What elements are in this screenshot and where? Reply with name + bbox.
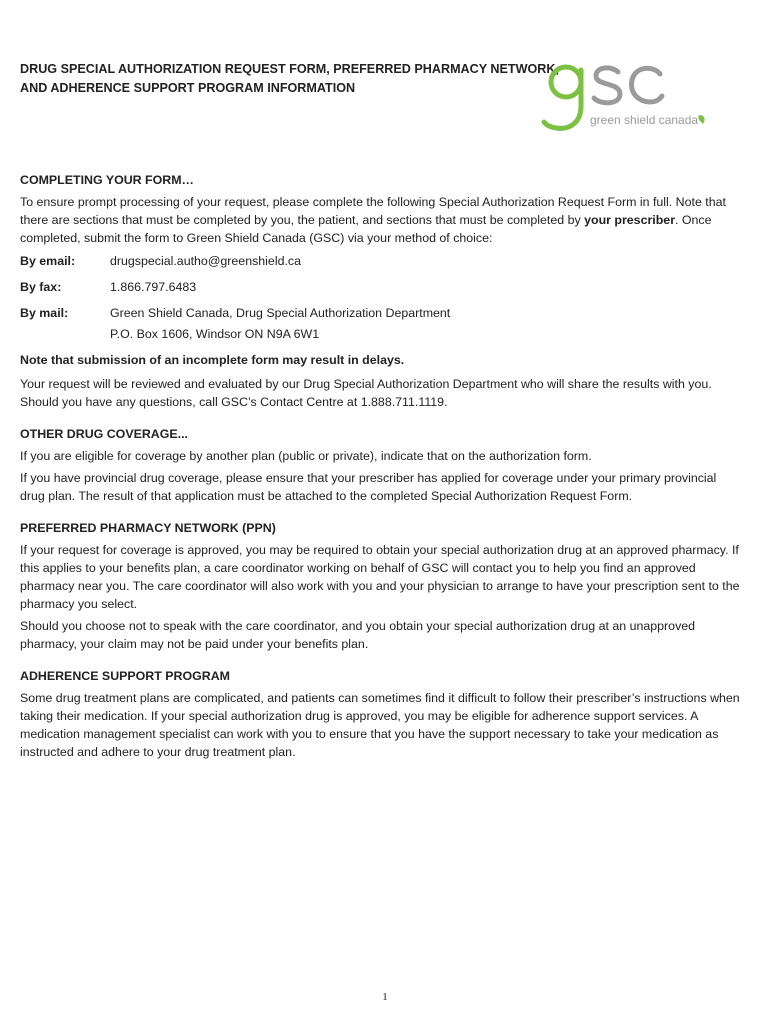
completing-heading: COMPLETING YOUR FORM… xyxy=(20,173,194,187)
method-label: By fax: xyxy=(20,280,62,294)
ppn-p2: Should you choose not to speak with the care coordinator, and you obtain your special authorization drug at an unapproved pharmacy, your claim may not be paid under your benefits plan. xyxy=(20,619,696,651)
completing-intro xyxy=(20,193,740,247)
ppn-p1: If your request for coverage is approved, you may be required to obtain your special authorization drug at an approved pharmacy. If this applies to your benefits plan, a care coordinator working on behalf of GSC will contact you to help you find an approved pharmacy near you. The care coordinator will also work with you and your physician to arrange to have your prescription sent to the pharmacy you select. xyxy=(20,543,740,611)
page-number: 1 xyxy=(382,991,388,1003)
ppn-heading: PREFERRED PHARMACY NETWORK (PPN) xyxy=(20,521,276,535)
method-label: By email: xyxy=(20,254,76,268)
document-title: DRUG SPECIAL AUTHORIZATION REQUEST FORM, PREFERRED PHARMACY NETWORK, AND ADHERENCE SUPPORT PROGRAM INFORMATION xyxy=(20,62,559,95)
email-address: drugspecial.autho@greenshield.ca xyxy=(110,254,301,268)
other-coverage-p1: If you are eligible for coverage by another plan (public or private), indicate that on the authorization form. xyxy=(20,449,592,463)
method-label: By mail: xyxy=(20,306,69,320)
incomplete-note: Note that submission of an incomplete form may result in delays. xyxy=(20,353,405,367)
fax-number: 1.866.797.6483 xyxy=(110,280,197,294)
method-email xyxy=(20,252,740,270)
method-fax xyxy=(20,278,740,296)
mail-address-line1: Green Shield Canada, Drug Special Authorization Department xyxy=(110,306,451,320)
adherence-heading: ADHERENCE SUPPORT PROGRAM xyxy=(20,669,230,683)
other-coverage-p2: If you have provincial drug coverage, please ensure that your prescriber has applied for coverage under your primary provincial drug plan. The result of that application must be attached to the completed Special Authorization Request Form. xyxy=(20,471,717,503)
mail-address xyxy=(110,304,740,343)
document-body xyxy=(20,171,740,761)
method-mail xyxy=(20,304,740,343)
leaf-icon xyxy=(698,115,704,124)
gsc-logo-tagline: green shield canada xyxy=(590,113,699,127)
other-coverage-heading: OTHER DRUG COVERAGE... xyxy=(20,427,188,441)
gsc-logo xyxy=(540,58,720,138)
completing-intro-a: To ensure prompt processing of your request, please complete the following Special Authorization Request Form in full. Note that there are sections that must be completed by you, the patient, and sections that must be completed by xyxy=(20,195,726,227)
review-paragraph: Your request will be reviewed and evaluated by our Drug Special Authorization Department who will share the results with you. Should you have any questions, call GSC’s Contact Centre at 1.888.711.1119. xyxy=(20,377,712,409)
completing-intro-b: . Once completed, submit the form to Green Shield Canada (GSC) via your method of choice: xyxy=(20,213,712,245)
completing-intro-bold: your prescriber xyxy=(584,213,676,227)
mail-address-line2: P.O. Box 1606, Windsor ON N9A 6W1 xyxy=(110,327,320,341)
adherence-p1: Some drug treatment plans are complicated, and patients can sometimes find it difficult to follow their prescriber’s instructions when taking their medication. If your special authorization drug is approved, you may be eligible for adherence support services. A medication management specialist can work with you to ensure that you have the support necessary to take your medication as instructed and adhere to your drug treatment plan. xyxy=(20,691,740,759)
